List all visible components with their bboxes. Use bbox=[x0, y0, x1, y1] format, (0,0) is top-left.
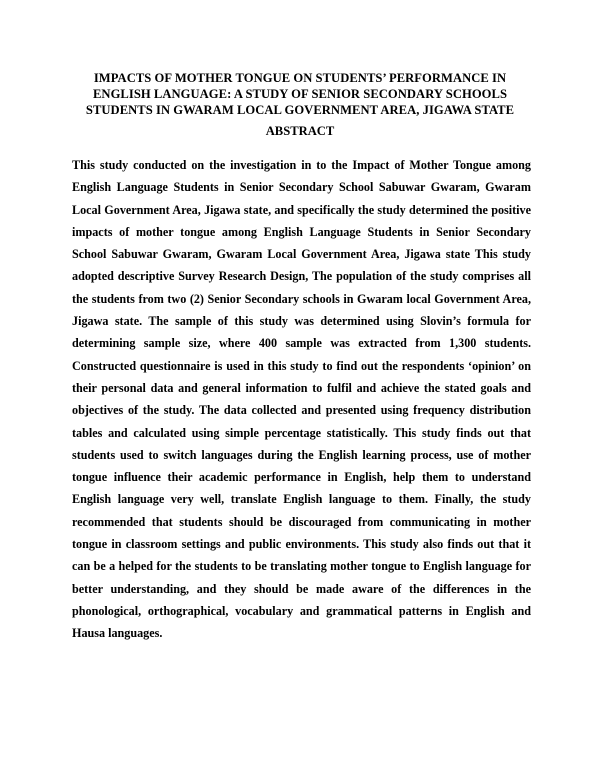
document-title: IMPACTS OF MOTHER TONGUE ON STUDENTS’ PERFORMANCE IN ENGLISH LANGUAGE: A STUDY OF SENIOR SECONDARY SCHOOLS STUDENTS IN GWARAM LOCAL GOVERNMENT AREA, JIGAWA STATE bbox=[85, 71, 515, 117]
abstract-body: This study conducted on the investigation in to the Impact of Mother Tongue among English Language Students in Senior Secondary School Sabuwar Gwaram, Gwaram Local Government Area, Jigawa state, and specifically the study determined the positive impacts of mother tongue among English Language Students in Senior Secondary School Sabuwar Gwaram, Gwaram Local Government Area, Jigawa state This study adopted descriptive Survey Research Design, The population of the study comprises all the students from two (2) Senior Secondary schools in Gwaram local Government Area, Jigawa state. The sample of this study was determined using Slovin’s formula for determining sample size, where 400 sample was extracted from 1,300 students. Constructed questionnaire is used in this study to find out the respondents ‘opinion’ on their personal data and general information to fulfil and achieve the stated goals and objectives of the study. The data collected and presented using frequency distribution tables and calculated using simple percentage statistically. This study finds out that students used to switch languages during the English learning process, use of mother tongue influence their academic performance in English, help them to understand English language very well, translate English language to them. Finally, the study recommended that students should be discouraged from communicating in mother tongue in classroom settings and public environments. This study also finds out that it can be a helped for the students to be translating mother tongue to English language for better understanding, and they should be made aware of the differences in the phonological, orthographical, vocabulary and grammatical patterns in English and Hausa languages. bbox=[72, 158, 531, 641]
abstract-heading: ABSTRACT bbox=[265, 124, 335, 138]
